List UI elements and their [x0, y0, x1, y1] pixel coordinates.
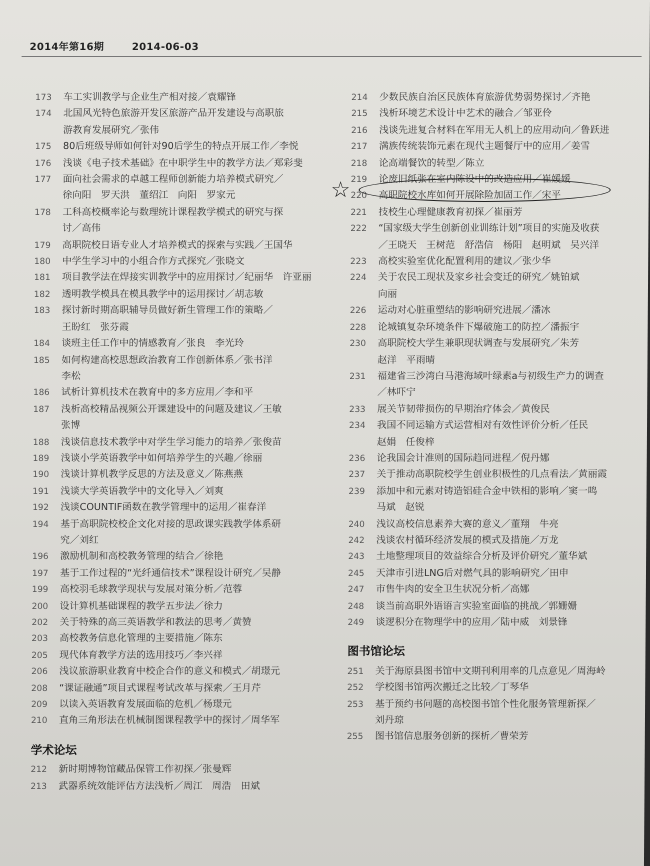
entry-title: 关于特殊的高三英语教学和教法的思考／黄赞 — [59, 617, 252, 628]
toc-entry — [32, 566, 332, 582]
entry-title: 基于高职院校校企文化对接的思政课实践教学体系研 究／刘红 — [60, 518, 282, 546]
toc-entry — [32, 599, 332, 615]
entry-title: 设计算机基础课程的教学五步法／徐力 — [59, 600, 223, 612]
page-number: 210 — [30, 716, 48, 727]
page-number: 184 — [33, 339, 51, 350]
left-column — [30, 90, 335, 795]
toc-entry — [348, 484, 633, 517]
toc-entry — [351, 156, 636, 172]
page-number: 245 — [347, 568, 365, 579]
page-number: 176 — [34, 158, 52, 169]
toc-entry — [35, 90, 335, 106]
toc-entry — [34, 287, 334, 303]
entry-title: “国家级大学生创新创业训练计划”项目的实施及收获 ／王晓天 王树范 舒浩信 杨阳 赵明斌 吴兴洋 — [378, 223, 600, 251]
circle-highlight — [359, 178, 611, 202]
page-number: 231 — [349, 371, 366, 382]
page-number: 234 — [348, 421, 366, 432]
toc-entry — [347, 697, 632, 730]
entry-title: 浅议旅游职业教育中校企合作的意义和模式／胡璟元 — [59, 666, 281, 678]
page-number: 194 — [32, 519, 49, 530]
page-number: 243 — [348, 552, 365, 563]
entry-title: 论城镇复杂环境条件下爆破施工的防控／潘振宇 — [377, 321, 580, 333]
page-number: 220 — [350, 191, 368, 202]
toc-entry — [350, 254, 635, 270]
toc-entry — [35, 139, 335, 155]
entry-title: 直角三角形法在机械制图课程教学中的探讨／周华军 — [58, 715, 280, 727]
header-rule — [22, 56, 642, 57]
page-number: 212 — [30, 765, 48, 776]
toc-entry — [31, 664, 331, 680]
page-header — [30, 38, 223, 53]
toc-entry — [31, 762, 331, 778]
toc-entry — [350, 205, 635, 221]
page-number: 200 — [31, 601, 49, 612]
entry-title: 浅析高校精品视频公开课建设中的问题及建议／王敏 张博 — [60, 403, 282, 432]
entry-title: 图书馆信息服务创新的探析／曹荣芳 — [374, 731, 529, 743]
entry-title: 论高端餐饮的转型／陈立 — [378, 157, 485, 169]
toc-entry — [34, 238, 334, 254]
star-mark-icon: ☆ — [330, 178, 351, 203]
page-number: 217 — [350, 142, 368, 153]
page-number: 180 — [34, 257, 51, 268]
entry-title: 谈当前高职外语语言实验室面临的挑战／郭姗姗 — [375, 600, 578, 612]
page-number: 186 — [33, 388, 50, 399]
toc-entry — [34, 303, 334, 336]
toc-entry — [348, 582, 633, 598]
entry-title: 论我国会计准则的国际趋同进程／倪丹娜 — [376, 452, 550, 464]
page-number: 182 — [33, 289, 51, 300]
entry-title: 少数民族自治区民族体育旅游优势弱势探讨／齐艳 — [379, 92, 591, 103]
page-number: 222 — [350, 224, 367, 235]
toc-entry — [349, 467, 634, 483]
page-number: 197 — [31, 568, 49, 579]
page-number: 215 — [351, 109, 368, 120]
entry-title: 满族传统装饰元素在现代主题餐厅中的应用／姜雪 — [378, 141, 591, 153]
page-number: 233 — [349, 404, 366, 415]
toc-entry — [32, 615, 332, 631]
toc-entry — [347, 680, 632, 696]
page-number: 221 — [350, 207, 367, 218]
page-number: 216 — [351, 125, 368, 136]
page-number: 178 — [34, 207, 51, 218]
entry-title: 透明教学模具在模具教学中的运用探讨／胡志敏 — [61, 288, 264, 300]
page-number: 252 — [347, 683, 364, 694]
toc-entry — [351, 139, 636, 155]
entry-title: “课证融通”项目式课程考试改革与探索／王月芹 — [59, 682, 262, 694]
entry-title: 谈班主任工作中的情感教育／张良 李光玲 — [61, 338, 244, 350]
entry-title: 浅议高校信息素养大赛的意义／董翔 牛亮 — [376, 518, 559, 530]
entry-title: 高职院校水库如何开展除险加固工作／宋平 — [378, 190, 561, 202]
entry-title: 关于海原县图书馆中文期刊利用率的几点意见／周海岭 — [375, 665, 606, 677]
entry-title: 浅谈《电子技术基础》在中职学生中的教学方法／郑彩斐 — [62, 157, 303, 169]
entry-title: 面向社会需求的卓越工程师创新能力培养模式研究／ 徐向阳 罗天洪 董绍江 向阳 罗家元 — [62, 174, 284, 202]
page-number: 213 — [30, 781, 47, 792]
page-number: 183 — [33, 306, 51, 317]
toc-entry — [349, 369, 634, 402]
toc-entry — [33, 353, 333, 386]
entry-title: 我国不同运输方式运营相对有效性评价分析／任民 赵娟 任俊梓 — [376, 420, 589, 448]
toc-entry — [33, 451, 333, 467]
toc-entry — [351, 106, 636, 122]
toc-entry — [31, 713, 331, 729]
toc-entry — [348, 517, 633, 533]
page-number: 196 — [32, 552, 49, 563]
toc-entry — [348, 549, 633, 565]
entry-title: 技校生心理健康教育初探／崔丽芳 — [378, 206, 523, 218]
toc-entry — [31, 697, 331, 713]
entry-title: 现代体育教学方法的选用技巧／李兴祥 — [59, 649, 223, 661]
page-number: 249 — [347, 618, 365, 628]
toc-entry — [33, 467, 333, 483]
page-number: 255 — [346, 732, 364, 743]
date-label: 2014-06-03 — [131, 42, 199, 53]
toc-entry — [349, 418, 634, 451]
page-number: 208 — [31, 683, 48, 694]
entry-title: 天津市引进LNG后对燃气具的影响研究／田申 — [375, 567, 569, 579]
entry-title: 高职院校日语专业人才培养模式的探索与实践／王国华 — [62, 239, 293, 251]
page-number: 248 — [347, 601, 365, 612]
page-number: 177 — [34, 175, 52, 186]
toc-entry — [33, 402, 333, 435]
toc-entry — [350, 303, 635, 319]
toc-entry — [34, 270, 334, 286]
entry-title: 高职院校大学生兼职现状调查与发展研究／朱芳 赵洋 平雨晴 — [377, 338, 580, 366]
entry-title: 关于农民工现状及家乡社会变迁的研究／姚铂斌 向丽 — [377, 272, 580, 300]
page-number: 223 — [350, 257, 367, 268]
entry-title: 关于推动高职院校学生创业积极性的几点看法／黄丽霞 — [376, 469, 607, 481]
entry-title: 高校教务信息化管理的主要措施／陈东 — [59, 633, 223, 645]
page-number: 185 — [33, 355, 50, 366]
entry-title: 展关节韧带损伤的早期治疗体会／黄俊民 — [377, 403, 550, 415]
entry-title: 浅谈信息技术教学中对学生学习能力的培养／张俊苗 — [60, 436, 282, 448]
toc-entry — [348, 533, 633, 549]
page-number: 239 — [348, 486, 366, 497]
page-number: 209 — [31, 700, 48, 711]
entry-title: 浅谈计算机教学反思的方法及意义／陈燕燕 — [60, 469, 244, 481]
issue-label: 2014年第16期 — [29, 42, 105, 53]
toc-entry — [34, 254, 334, 270]
entry-title: 高校羽毛球教学现状与发展对策分析／范蓉 — [59, 584, 243, 596]
page-number: 253 — [347, 699, 364, 710]
page-number: 228 — [349, 322, 367, 333]
toc-entry — [348, 599, 633, 615]
toc-entry — [33, 484, 333, 500]
toc-entry — [347, 664, 632, 680]
entry-title: 80后班级导师如何针对90后学生的特点开展工作／李悦 — [62, 141, 299, 153]
page-number: 179 — [34, 240, 51, 251]
page-number: 214 — [351, 93, 368, 103]
toc-entry — [33, 385, 333, 401]
toc-entry — [350, 221, 635, 254]
toc-entry — [349, 451, 634, 467]
entry-title: 中学生学习中的小组合作方式探究／张晓文 — [62, 256, 245, 268]
page-number: 192 — [32, 503, 49, 514]
entry-title: 浅谈小学英语教学中如何培养学生的兴趣／徐丽 — [60, 452, 263, 464]
toc-entry — [33, 435, 333, 451]
page-number: 188 — [32, 437, 50, 448]
page-number: 226 — [349, 306, 367, 317]
entry-title: 添加中和元素对铸造铝硅合金中铁相的影响／窦一鸣 马斌 赵锐 — [376, 485, 598, 514]
entry-title: 武器系统效能评估方法浅析／周江 周浩 田斌 — [58, 780, 261, 792]
entry-title: 浅析环境艺术设计中艺术的融合／邹亚伶 — [379, 108, 552, 120]
page-number: 203 — [31, 634, 48, 645]
page-number: 206 — [31, 667, 48, 678]
toc-entry — [30, 779, 330, 795]
toc-entry — [32, 500, 332, 516]
page-number: 175 — [34, 142, 52, 153]
entry-title: 浅谈COUNTIF函数在教学管理中的运用／崔春洋 — [60, 502, 267, 514]
entry-title: 浅谈先进复合材料在军用无人机上的应用动向／鲁跃进 — [379, 124, 610, 136]
entry-title: 工科高校概率论与数理统计课程教学模式的研究与探 讨／高伟 — [62, 206, 284, 235]
entry-title: 市售牛肉的安全卫生状况分析／高娜 — [375, 584, 530, 596]
entry-title: 以读入英语教育发展面临的危机／杨璟元 — [59, 699, 232, 711]
page-number: 218 — [350, 158, 368, 169]
entry-title: 激励机制和高校教务管理的结合／徐艳 — [60, 551, 224, 563]
toc-entry — [34, 336, 334, 352]
page-number: 187 — [33, 404, 50, 415]
page-number: 251 — [347, 666, 364, 677]
entry-title: 论废旧纸张在室内陈设中的改造应用／崔媛媛 — [378, 174, 571, 186]
entry-title: 运动对心脏重塑结的影响研究进展／潘冰 — [377, 305, 551, 317]
entry-title: 谈逻积分在物理学中的应用／陆中威 刘景锋 — [375, 617, 568, 628]
toc-entry — [35, 156, 335, 172]
entry-title: 北国风光特色旅游开发区旅游产品开发建设与高职旅 游教育发展研究／张伟 — [63, 108, 284, 136]
entry-title: 土地整理项目的效益综合分析及评价研究／董华斌 — [376, 551, 588, 563]
page-number: 237 — [348, 470, 366, 481]
toc-entry — [34, 205, 334, 238]
entry-title: 基于预约书问题的高校图书馆个性化服务管理新探／ 刘丹琼 — [374, 698, 596, 727]
page-number: 173 — [35, 93, 52, 103]
section-heading: 学术论坛 — [30, 742, 77, 757]
section-heading: 图书馆论坛 — [347, 644, 406, 659]
entry-title: 基于工作过程的“光纤通信技术”课程设计研究／吴静 — [59, 567, 282, 579]
toc-entry — [31, 681, 331, 697]
entry-title: 学校图书馆两次搬迁之比较／丁琴华 — [375, 682, 529, 694]
page-number: 224 — [350, 273, 367, 284]
toc-entry — [349, 336, 634, 369]
entry-title: 高校实验室优化配置利用的建议／张少华 — [378, 256, 551, 268]
toc-entry — [351, 123, 636, 139]
entry-title: 福建省三沙湾白马港海域叶绿素a与初级生产力的调查 ／林吓宁 — [377, 370, 604, 399]
entry-title: 浅谈大学英语教学中的文化导入／刘爽 — [60, 485, 224, 497]
toc-entry — [348, 566, 633, 582]
toc-entry — [351, 90, 636, 106]
toc-entry — [35, 106, 335, 139]
toc-entry — [32, 549, 332, 565]
entry-title: 新时期博物馆藏品保管工作初探／张曼辉 — [58, 764, 232, 776]
entry-title: 项目教学法在焊接实训教学中的应用探讨／纪丽华 许亚丽 — [62, 272, 312, 284]
toc-entry — [350, 320, 635, 336]
entry-title: 浅谈农村循环经济发展的模式及措施／万龙 — [376, 534, 559, 546]
page-number: 240 — [348, 519, 365, 530]
toc-entry — [349, 402, 634, 418]
entry-title: 车工实训教学与企业生产相对接／袁耀锋 — [63, 92, 237, 103]
toc-entry — [32, 517, 332, 550]
page-number: 191 — [32, 486, 50, 497]
page-number: 181 — [34, 273, 51, 284]
toc-entry — [32, 582, 332, 598]
toc-entry — [35, 172, 335, 205]
page-number: 202 — [31, 618, 49, 628]
toc-entry — [31, 631, 331, 647]
toc-entry — [350, 270, 635, 303]
page-number: 189 — [32, 453, 50, 464]
entry-title: 探讨新时期高职辅导员做好新生管理工作的策略／ 王盼红 张芬霞 — [61, 305, 273, 333]
page-number: 219 — [350, 175, 368, 186]
page-number: 242 — [348, 535, 365, 546]
page-number: 199 — [31, 585, 49, 596]
toc-entry — [31, 648, 331, 664]
entry-title: 试析计算机技术在教育中的多方应用／李和平 — [61, 387, 254, 399]
toc-entry — [347, 729, 632, 745]
page-number: 230 — [349, 339, 367, 350]
page-number: 236 — [348, 453, 366, 464]
toc-entry — [348, 615, 633, 631]
entry-title: 如何构建高校思想政治教育工作创新体系／张书洋 李松 — [61, 354, 273, 382]
page-number: 247 — [347, 585, 365, 596]
page-number: 205 — [31, 650, 48, 661]
page-number: 190 — [32, 470, 50, 481]
page-number: 174 — [35, 109, 52, 120]
